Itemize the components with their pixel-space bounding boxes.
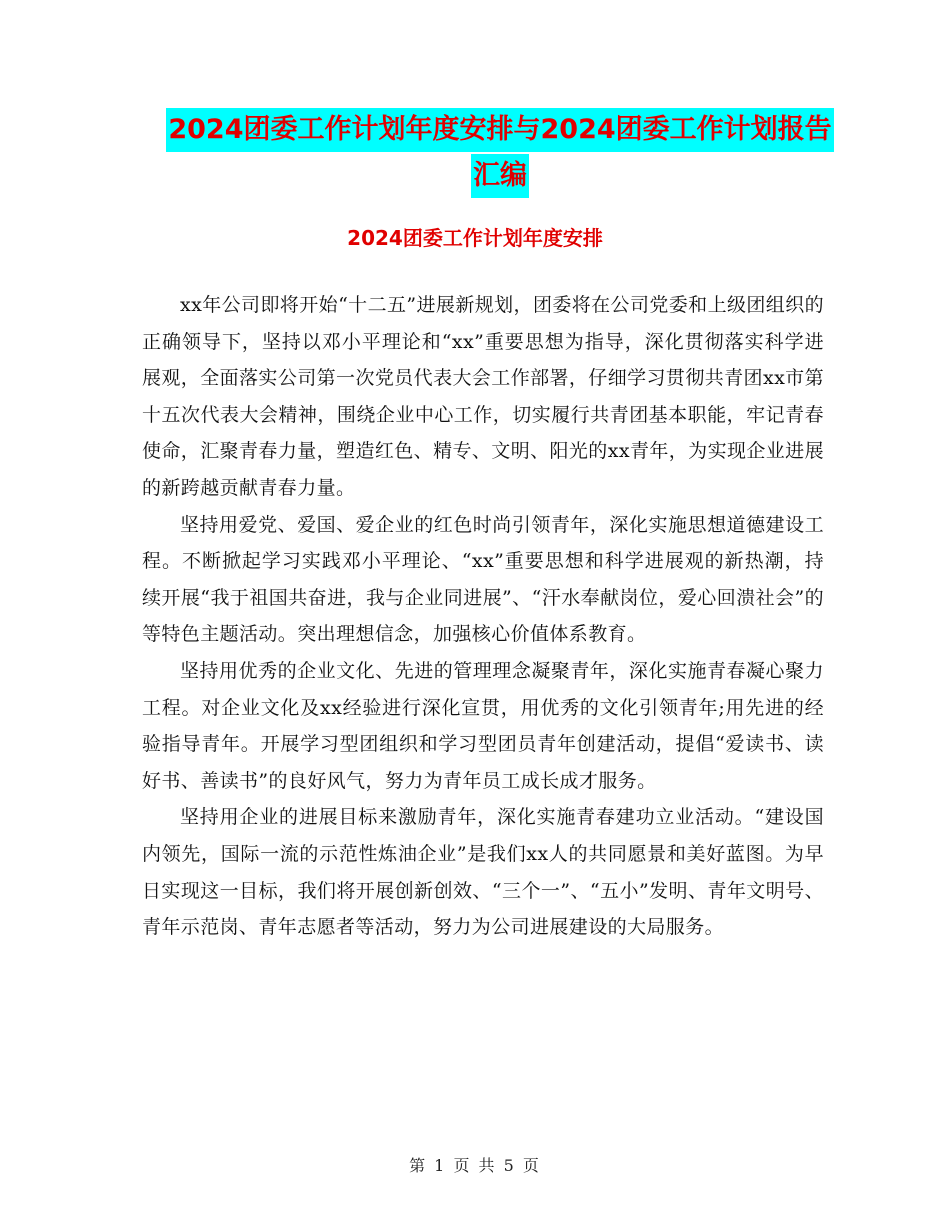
paragraph-3: 坚持用优秀的企业文化、先进的管理理念凝聚青年，深化实施青春凝心聚力工程。对企业文化及xx经验进行深化宣贯，用优秀的文化引领青年;用先进的经验指导青年。开展学习型团组织和学习型团员青年创建活动，提倡“爱读书、读好书、善读书”的良好风气，努力为青年员工成长成才服务。 <box>142 659 824 792</box>
paragraph-1: xx年公司即将开始“十二五”进展新规划，团委将在公司党委和上级团组织的正确领导下，坚持以邓小平理论和“xx”重要思想为指导，深化贯彻落实科学进展观，全面落实公司第一次党员代表大会工作部署，仔细学习贯彻共青团xx市第十五次代表大会精神，围绕企业中心工作，切实履行共青团基本职能，牢记青春使命，汇聚青春力量，塑造红色、精专、文明、阳光的xx青年，为实现企业进展的新跨越贡献青春力量。 <box>142 294 824 499</box>
page-footer: 第 1 页 共 5 页 <box>409 1156 541 1175</box>
title-line-2: 汇编 <box>471 154 529 198</box>
title-line-1: 2024团委工作计划年度安排与2024团委工作计划报告 <box>166 108 833 152</box>
paragraph-4: 坚持用企业的进展目标来激励青年，深化实施青春建功立业活动。“建设国内领先，国际一流的示范性炼油企业”是我们xx人的共同愿景和美好蓝图。为早日实现这一目标，我们将开展创新创效、“三个一”、“五小”发明、青年文明号、青年示范岗、青年志愿者等活动，努力为公司进展建设的大局服务。 <box>142 806 824 939</box>
document-title <box>140 108 860 198</box>
paragraph-2: 坚持用爱党、爱国、爱企业的红色时尚引领青年，深化实施思想道德建设工程。不断掀起学习实践邓小平理论、“xx”重要思想和科学进展观的新热潮，持续开展“我于祖国共奋进，我与企业同进展”、“汗水奉献岗位，爱心回溃社会”的等特色主题活动。突出理想信念，加强核心价值体系教育。 <box>142 513 824 646</box>
document-body <box>142 287 824 946</box>
section-title: 2024团委工作计划年度安排 <box>347 226 603 250</box>
